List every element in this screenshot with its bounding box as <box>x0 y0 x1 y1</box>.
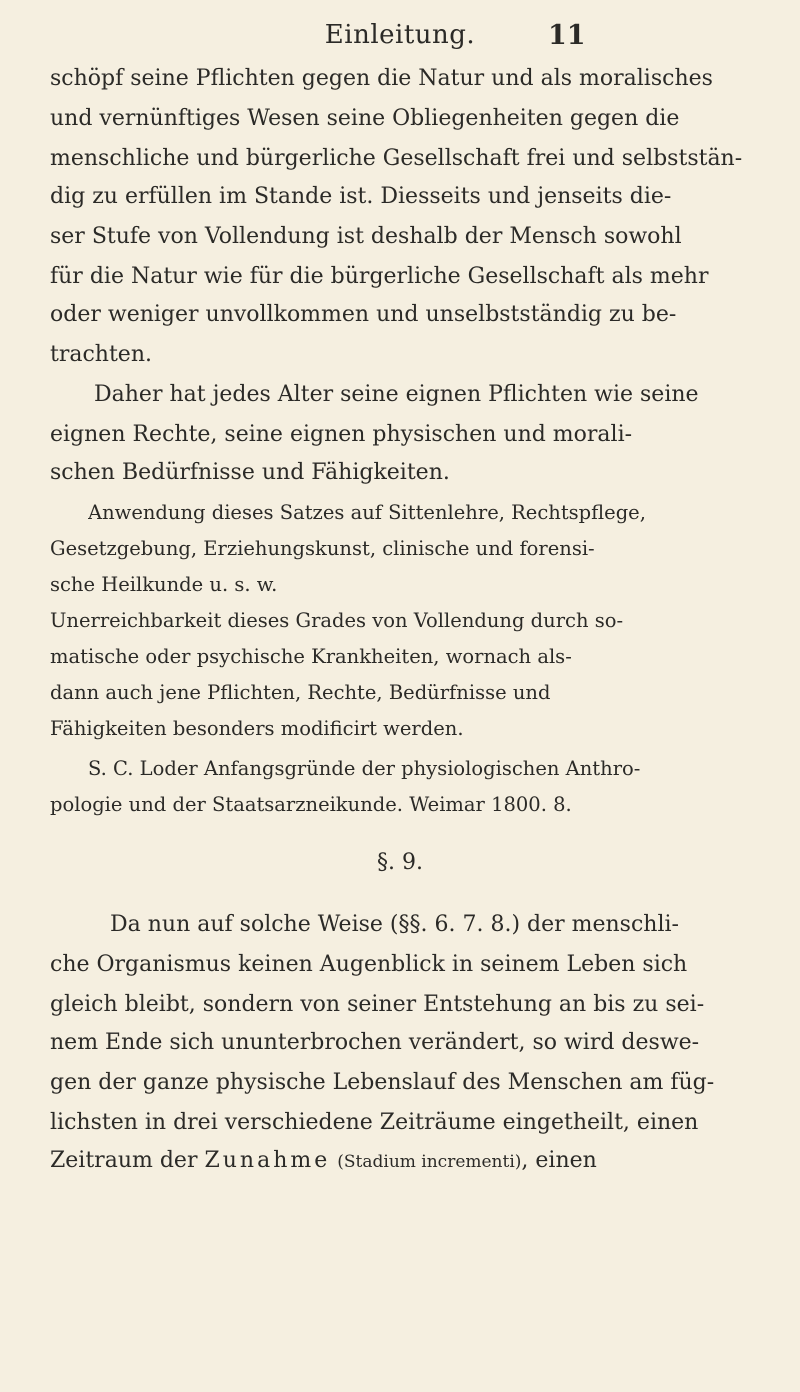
text-line: che Organismus keinen Augenblick in seinem Leben sich <box>50 952 688 977</box>
text-fragment: , einen <box>521 1148 597 1173</box>
note-line: dann auch jene Pflichten, Rechte, Bedürfnisse und <box>50 681 551 704</box>
note-line: Unerreichbarkeit dieses Grades von Vollendung durch so- <box>50 609 624 632</box>
note-line: Gesetzgebung, Erziehungskunst, clinische und forensi- <box>50 537 595 560</box>
text-line: schöpf seine Pflichten gegen die Natur und als moralisches <box>50 66 713 91</box>
text-line: dig zu erfüllen im Stande ist. Diesseits und jenseits die- <box>50 184 672 209</box>
text-line: Daher hat jedes Alter seine eignen Pflichten wie seine <box>94 382 699 407</box>
note-line: matische oder psychische Krankheiten, wornach als- <box>50 645 572 668</box>
text-fragment: Zeitraum der <box>50 1148 205 1173</box>
emphasized-term: Zunahme <box>204 1148 331 1173</box>
text-line: lichsten in drei verschiedene Zeiträume eingetheilt, einen <box>50 1110 699 1135</box>
text-line: eignen Rechte, seine eignen physischen und morali- <box>50 422 633 447</box>
text-line: oder weniger unvollkommen und unselbstständig zu be- <box>50 302 677 327</box>
note-line: Anwendung dieses Satzes auf Sittenlehre, Rechtspflege, <box>88 501 646 524</box>
text-line: Da nun auf solche Weise (§§. 6. 7. 8.) der menschli- <box>110 912 679 937</box>
text-line: nem Ende sich ununterbrochen verändert, so wird deswe- <box>50 1030 700 1055</box>
text-line: für die Natur wie für die bürgerliche Gesellschaft als mehr <box>50 264 709 289</box>
note-line: sche Heilkunde u. s. w. <box>50 573 278 596</box>
text-line: schen Bedürfnisse und Fähigkeiten. <box>50 460 450 485</box>
note-line: Fähigkeiten besonders modificirt werden. <box>50 717 464 740</box>
text-line-last <box>50 1140 762 1182</box>
running-head: Einleitung. <box>324 20 476 50</box>
reference-line: pologie und der Staatsarzneikunde. Weimar 1800. 8. <box>50 793 572 816</box>
text-line: ser Stufe von Vollendung ist deshalb der Mensch sowohl <box>50 224 682 249</box>
text-line: und vernünftiges Wesen seine Obliegenheiten gegen die <box>50 106 680 131</box>
latin-term: (Stadium incrementi) <box>337 1152 522 1172</box>
section-heading: §. 9. <box>377 850 423 875</box>
text-line: menschliche und bürgerliche Gesellschaft frei und selbststän- <box>50 146 743 171</box>
text-line: trachten. <box>50 342 152 367</box>
page-number: 11 <box>548 20 586 51</box>
text-line: gleich bleibt, sondern von seiner Entstehung an bis zu sei- <box>50 992 705 1017</box>
text-line: gen der ganze physische Lebenslauf des Menschen am füg- <box>50 1070 715 1095</box>
reference-line: S. C. Loder Anfangsgründe der physiologischen Anthro- <box>88 757 641 780</box>
